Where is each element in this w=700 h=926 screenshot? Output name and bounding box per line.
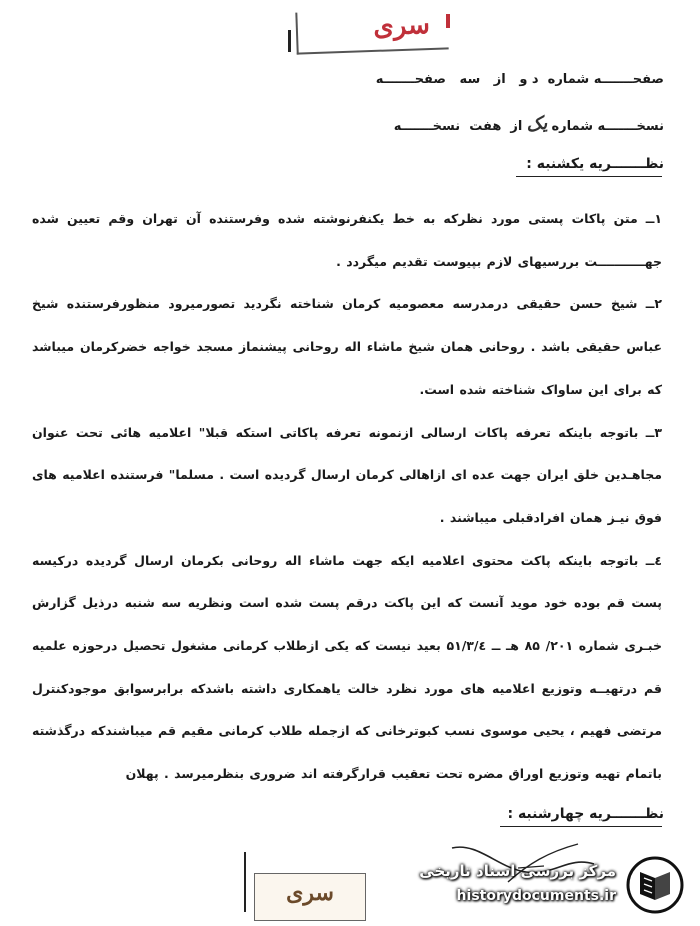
ink-mark <box>244 852 246 912</box>
paragraph-1: ۱ــ متن پاکات پستی مورد نظرکه به خط یکنفرنوشته شده وفرستنده آن تهران وقم تعیین شده جهـــــــــــت بررسیهای لازم بپیوست تقدیم میگردد . <box>32 211 662 269</box>
watermark-name: مرکز بررسی اسناد تاریخی <box>419 862 616 880</box>
section-underline <box>516 176 662 177</box>
classification-stamp-text: سری <box>372 9 431 42</box>
page-number-line: صفحـــــــه شماره د و از سه صفحـــــــه <box>375 72 664 87</box>
archive-logo-icon <box>626 856 684 914</box>
section-heading-wednesday: نظـــــــریه چهارشنبه : <box>507 806 664 822</box>
copy-prefix: نسخـــــــه شماره <box>551 119 664 134</box>
copy-suffix: از هفت نسخـــــــه <box>393 119 523 134</box>
copy-number-line <box>394 114 664 135</box>
document-body <box>32 198 662 796</box>
stamp-red-mark <box>446 14 450 28</box>
paragraph-2: ۲ــ شیخ حسن حقیقی درمدرسه معصومیه کرمان شناخته نگردید تصورمیرود منظورفرستنده شیخ عباس حقیقی باشد . روحانی همان شیخ ماشاء اله روحانی پیشنماز مسجد خواجه خضرکرمان میباشد که برای این ساواک شناخته شده است. <box>32 296 662 397</box>
paragraph-4: ٤ــ باتوجه باینکه پاکت محتوی اعلامیه ایکه جهت ماشاء اله روحانی بکرمان ارسال گردیده درکیسه پست قم بوده خود موید آنست که این پاکت درقم پست شده است ونظریه سه شنبه درذیل گزارش خبـری شماره ۲۰۱/ ۸۵ هـ ــ ۵۱/۳/٤ بعید نیست که یکی ازطلاب کرمانی مشغول تحصیل درحوزه علمیه قم درتهیــه وتوزیع اعلامیه های مورد نظرد خالت یاهمکاری داشته باشدکه برابرسوابق موجودکنترل مرتضی فهیم ، یحیی موسوی نسب کبوترخانی که ازجمله طلاب کرمانی مقیم قم میباشندکه درگذشته باتمام تهیه وتوزیع اوراق مضره تحت تعقیب قرارگرفته اند ضروری بنظرمیرسد . پهلان <box>32 552 663 782</box>
classification-stamp-bottom <box>254 873 366 921</box>
classification-stamp-text: سری <box>286 880 334 906</box>
section-heading-sunday: نظـــــــریه یکشنبه : <box>526 156 664 172</box>
paragraph-3: ۳ــ باتوجه باینکه تعرفه پاکات ارسالی ازنمونه تعرفه پاکاتی استکه قبلا" اعلامیه هائی تحت عنوان مجاهـدین خلق ایران جهت عده ای ازاهالی کرمان ارسال گردیده است . مسلما" فرستنده اعلامیه های فوق نیـز همان افرادقبلی میباشند . <box>32 424 662 525</box>
classification-stamp-top <box>295 7 448 54</box>
copy-number-handwritten: یک <box>524 112 549 137</box>
ink-mark <box>288 30 291 52</box>
section-underline <box>500 826 662 827</box>
watermark-url: historydocuments.ir <box>456 888 616 904</box>
